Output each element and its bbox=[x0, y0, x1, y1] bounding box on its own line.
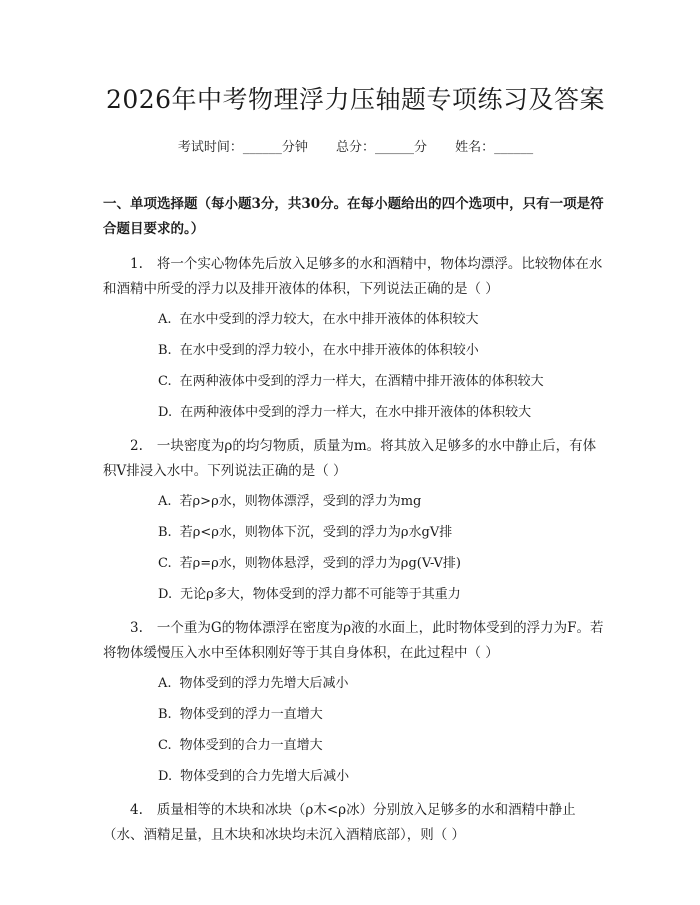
question-4 bbox=[103, 798, 608, 848]
option-text: 在水中受到的浮力较大，在水中排开液体的体积较大 bbox=[179, 312, 479, 327]
option-a bbox=[103, 310, 608, 330]
section-heading: 一、单项选择题（每小题3分，共30分。在每小题给出的四个选项中，只有一项是符合题目要求的。） bbox=[103, 196, 604, 237]
option-letter: A. bbox=[158, 312, 172, 327]
exam-meta bbox=[103, 138, 608, 158]
page-title: 2026年中考物理浮力压轴题专项练习及答案 bbox=[105, 85, 606, 114]
option-letter: D. bbox=[158, 587, 173, 602]
question-text: 将一个实心物体先后放入足够多的水和酒精中，物体均漂浮。比较物体在水和酒精中所受的浮力以及排开液体的体积，下列说法正确的是（ ） bbox=[103, 256, 603, 297]
option-letter: B. bbox=[158, 525, 172, 540]
option-d bbox=[103, 767, 608, 787]
question-text: 质量相等的木块和冰块（ρ木<ρ冰）分别放入足够多的水和酒精中静止（水、酒精足量，且木块和冰块均未沉入酒精底部），则（ ） bbox=[103, 802, 576, 843]
option-text: 在两种液体中受到的浮力一样大，在酒精中排开液体的体积较大 bbox=[179, 374, 544, 389]
option-letter: C. bbox=[158, 738, 172, 753]
exam-time-field: 考试时间：______分钟 bbox=[177, 140, 308, 155]
option-d bbox=[103, 403, 608, 423]
option-list bbox=[103, 310, 608, 423]
option-letter: B. bbox=[158, 707, 172, 722]
question-stem bbox=[103, 798, 608, 848]
option-c bbox=[103, 372, 608, 392]
option-a bbox=[103, 492, 608, 512]
question-number: 3. bbox=[130, 620, 143, 636]
option-text: 物体受到的合力一直增大 bbox=[179, 738, 323, 753]
option-letter: B. bbox=[158, 343, 172, 358]
option-b bbox=[103, 523, 608, 543]
option-text: 在两种液体中受到的浮力一样大，在水中排开液体的体积较大 bbox=[180, 405, 532, 420]
option-c bbox=[103, 554, 608, 574]
option-text: 在水中受到的浮力较小，在水中排开液体的体积较小 bbox=[179, 343, 479, 358]
question-stem bbox=[103, 252, 608, 302]
question-number: 1. bbox=[130, 256, 143, 272]
option-a bbox=[103, 674, 608, 694]
question-number: 4. bbox=[130, 802, 143, 818]
option-text: 无论ρ多大，物体受到的浮力都不可能等于其重力 bbox=[180, 587, 461, 602]
question-text: 一块密度为ρ的均匀物质，质量为m。将其放入足够多的水中静止后，有体积V排浸入水中。下列说法正确的是（ ） bbox=[103, 438, 597, 479]
option-d bbox=[103, 585, 608, 605]
option-letter: C. bbox=[158, 556, 172, 571]
option-letter: D. bbox=[158, 405, 173, 420]
option-letter: A. bbox=[158, 494, 172, 509]
option-text: 若ρ=ρ水，则物体悬浮，受到的浮力为ρg(V-V排) bbox=[179, 556, 461, 571]
question-2 bbox=[103, 434, 608, 605]
option-letter: D. bbox=[158, 769, 173, 784]
option-letter: A. bbox=[158, 676, 172, 691]
question-number: 2. bbox=[130, 438, 143, 454]
option-list bbox=[103, 674, 608, 787]
question-stem bbox=[103, 616, 608, 666]
question-stem bbox=[103, 434, 608, 484]
question-1 bbox=[103, 252, 608, 423]
total-score-field: 总分：______分 bbox=[335, 140, 427, 155]
question-text: 一个重为G的物体漂浮在密度为ρ液的水面上，此时物体受到的浮力为F。若将物体缓慢压入水中至体积刚好等于其自身体积，在此过程中（ ） bbox=[103, 620, 604, 661]
option-text: 物体受到的浮力先增大后减小 bbox=[179, 676, 349, 691]
option-c bbox=[103, 736, 608, 756]
question-3 bbox=[103, 616, 608, 787]
option-text: 若ρ<ρ水，则物体下沉，受到的浮力为ρ水gV排 bbox=[179, 525, 453, 540]
student-name-field: 姓名：______ bbox=[455, 140, 534, 155]
option-text: 物体受到的合力先增大后减小 bbox=[180, 769, 350, 784]
option-text: 若ρ>ρ水，则物体漂浮，受到的浮力为mg bbox=[179, 494, 422, 509]
option-b bbox=[103, 705, 608, 725]
option-list bbox=[103, 492, 608, 605]
option-text: 物体受到的浮力一直增大 bbox=[179, 707, 323, 722]
option-letter: C. bbox=[158, 374, 172, 389]
option-b bbox=[103, 341, 608, 361]
